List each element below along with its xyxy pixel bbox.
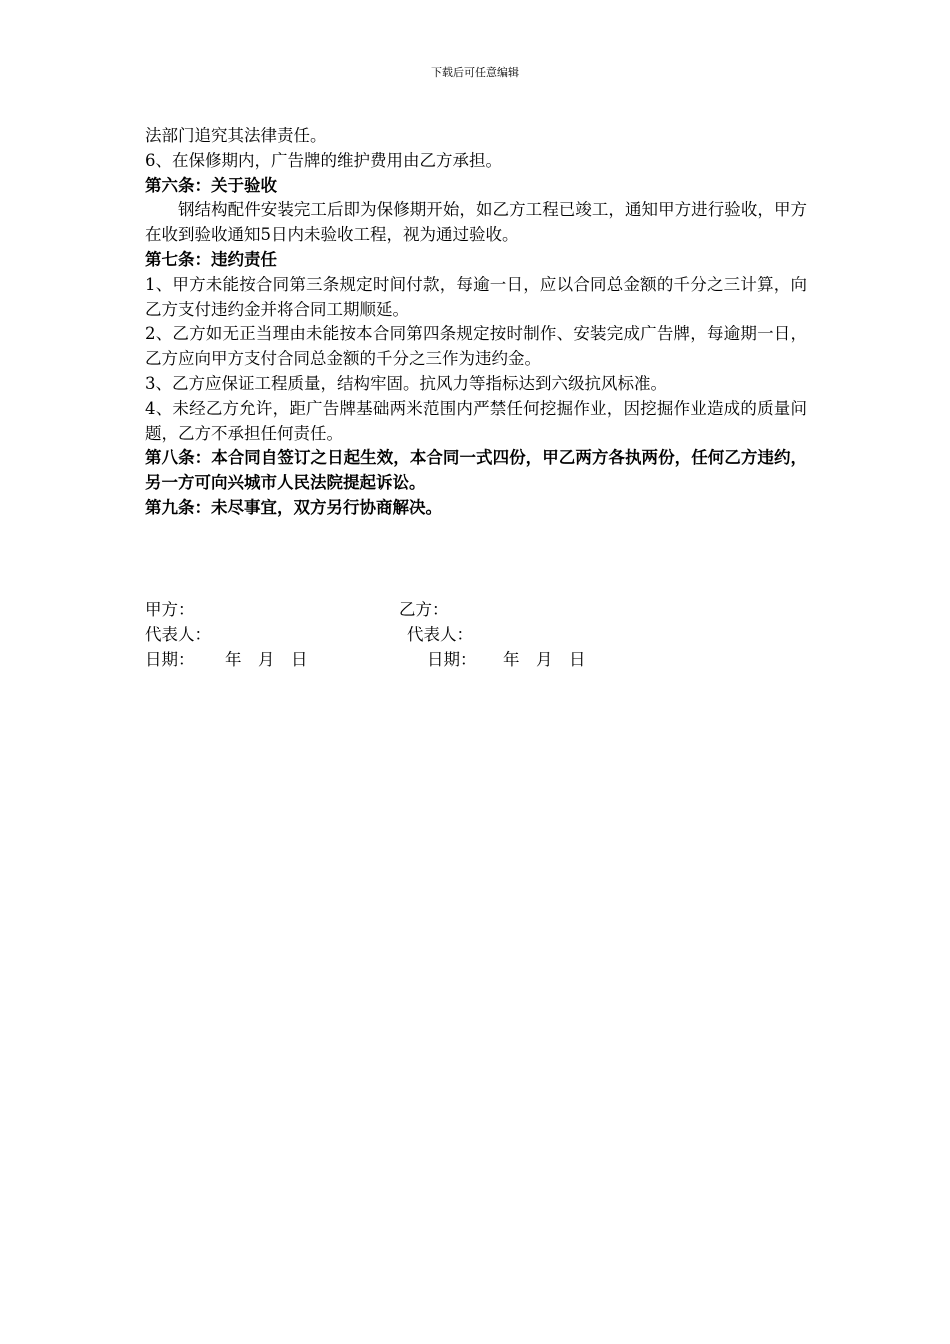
signature-party-row [145, 598, 807, 623]
signature-date-row [145, 648, 807, 673]
paragraph-legal-liability: 法部门追究其法律责任。 [145, 126, 327, 145]
date-b-label: 日期： [427, 649, 477, 669]
page-header-note: 下载后可任意编辑 [431, 66, 519, 79]
party-b-label: 乙方： [399, 600, 449, 619]
article-seven-item-2: 2、乙方如无正当理由未能按本合同第四条规定按时制作、安装完成广告牌，每逾期一日，乙方应向甲方支付合同总金额的千分之三作为违约金。 [145, 324, 807, 369]
signature-block [145, 598, 807, 672]
representative-b-label: 代表人： [407, 624, 473, 644]
article-seven-heading: 第七条：违约责任 [145, 249, 277, 269]
representative-a-label: 代表人： [145, 624, 211, 644]
date-a-fields: 年 月 日 [225, 649, 308, 669]
signature-representative-row [145, 623, 807, 648]
article-seven-item-1: 1、甲方未能按合同第三条规定时间付款，每逾一日，应以合同总金额的千分之三计算，向乙方支付违约金并将合同工期顺延。 [145, 274, 807, 319]
article-seven-item-3: 3、乙方应保证工程质量，结构牢固。抗风力等指标达到六级抗风标准。 [145, 373, 667, 393]
article-nine: 第九条：未尽事宜，双方另行协商解决。 [145, 497, 442, 517]
paragraph-maintenance-cost: 6、在保修期内，广告牌的维护费用由乙方承担。 [145, 150, 502, 170]
article-eight: 第八条：本合同自签订之日起生效，本合同一式四份，甲乙两方各执两份，任何乙方违约，另一方可向兴城市人民法院提起诉讼。 [145, 448, 807, 493]
date-a-label: 日期： [145, 649, 195, 669]
article-six-heading: 第六条：关于验收 [145, 175, 277, 195]
contract-body [145, 124, 807, 521]
party-a-label: 甲方： [145, 600, 195, 619]
date-b-fields: 年 月 日 [503, 649, 586, 669]
article-seven-item-4: 4、未经乙方允许，距广告牌基础两米范围内严禁任何挖掘作业，因挖掘作业造成的质量问题，乙方不承担任何责任。 [145, 398, 807, 443]
article-six-body: 钢结构配件安装完工后即为保修期开始，如乙方工程已竣工，通知甲方进行验收，甲方在收到验收通知5日内未验收工程，视为通过验收。 [145, 200, 807, 245]
